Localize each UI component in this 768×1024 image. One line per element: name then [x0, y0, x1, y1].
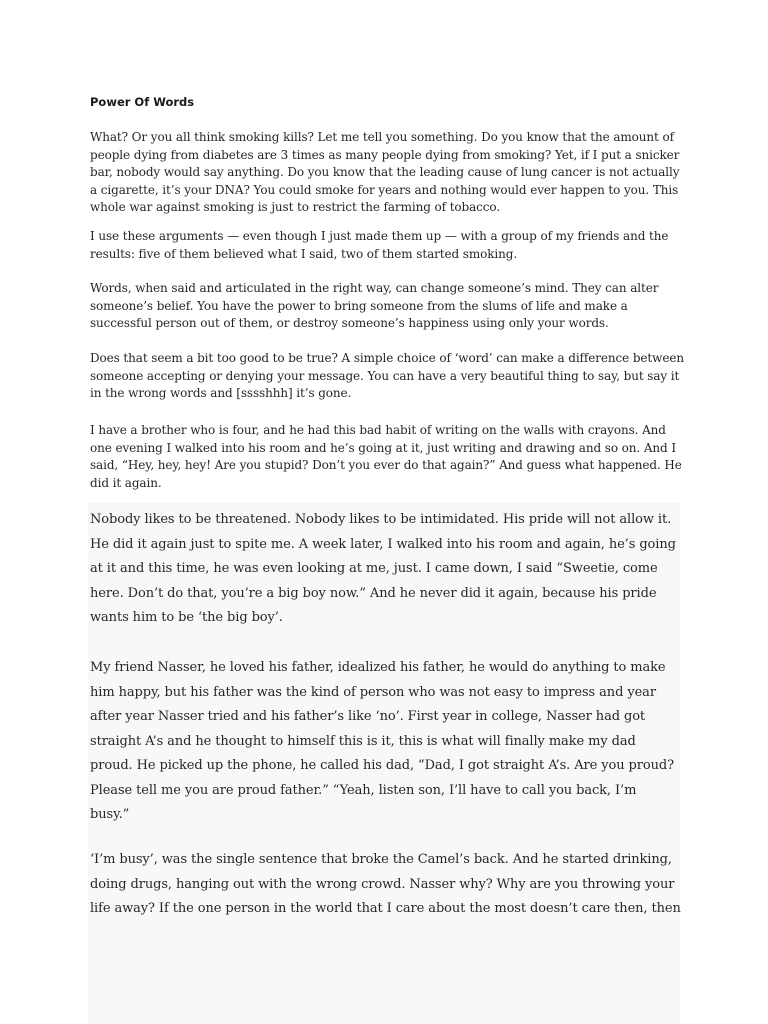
- text-line: one evening I walked into his room and he’s going at it, just writing and drawing and so on. And I: [90, 440, 676, 455]
- text-line: in the wrong words and [sssshhh] it’s gone.: [90, 386, 352, 400]
- text-line: I use these arguments — even though I just made them up — with a group of my friends and the: [90, 229, 669, 243]
- text-line: Does that seem a bit too good to be true? A simple choice of ‘word’ can make a difference between: [90, 351, 684, 365]
- paragraph-smoking-claims: [90, 129, 679, 217]
- text-line: life away? If the one person in the world that I care about the most doesn’t care then, then: [90, 901, 681, 916]
- text-line: Nobody likes to be threatened. Nobody likes to be intimidated. His pride will not allow it.: [90, 512, 672, 527]
- text-line: a cigarette, it’s your DNA? You could smoke for years and nothing would ever happen to you. This: [90, 182, 679, 197]
- text-line: He did it again just to spite me. A week later, I walked into his room and again, he’s going: [90, 536, 676, 552]
- text-line: wants him to be ‘the big boy’.: [90, 610, 283, 625]
- document-title: Power Of Words: [90, 95, 195, 109]
- paragraph-words-change-minds: [90, 280, 658, 333]
- text-line: him happy, but his father was the kind of person who was not easy to impress and year: [90, 684, 656, 700]
- text-line: Words, when said and articulated in the right way, can change someone’s mind. They can alter: [90, 281, 659, 295]
- paragraph-choice-of-word: [90, 350, 684, 403]
- text-line: What? Or you all think smoking kills? Let me tell you something. Do you know that the amount of: [90, 130, 674, 144]
- paragraph-friend-nasser: [90, 656, 674, 828]
- text-line: someone accepting or denying your message. You can have a very beautiful thing to say, but say it: [90, 368, 680, 383]
- paragraph-arguments: [90, 228, 668, 263]
- text-line: people dying from diabetes are 3 times as many people dying from smoking? Yet, if I put a snicker: [90, 147, 680, 162]
- text-line: I have a brother who is four, and he had this bad habit of writing on the walls with crayons. And: [90, 423, 666, 437]
- text-line: My friend Nasser, he loved his father, idealized his father, he would do anything to make: [90, 660, 666, 675]
- text-line: results: five of them believed what I said, two of them started smoking.: [90, 246, 518, 261]
- text-line: after year Nasser tried and his father’s like ‘no’. First year in college, Nasser had got: [90, 709, 646, 724]
- text-line: here. Don’t do that, you’re a big boy now.” And he never did it again, because his pride: [90, 585, 657, 601]
- text-line: bar, nobody would say anything. Do you know that the leading cause of lung cancer is not actually: [90, 165, 680, 179]
- text-line: straight A’s and he thought to himself this is it, this is what will finally make my dad: [90, 733, 636, 749]
- text-line: doing drugs, hanging out with the wrong crowd. Nasser why? Why are you throwing your: [90, 876, 675, 892]
- text-line: whole war against smoking is just to restrict the farming of tobacco.: [90, 200, 501, 214]
- text-line: did it again.: [90, 475, 162, 490]
- text-line: Please tell me you are proud father.” “Yeah, listen son, I’ll have to call you back, I’m: [90, 782, 637, 798]
- text-line: said, “Hey, hey, hey! Are you stupid? Don’t you ever do that again?” And guess what happened. He: [90, 458, 682, 472]
- text-line: ‘I’m busy’, was the single sentence that broke the Camel’s back. And he started drinking,: [90, 852, 672, 867]
- paragraph-im-busy: [90, 848, 681, 922]
- text-line: busy.”: [90, 807, 130, 822]
- text-line: successful person out of them, or destroy someone’s happiness using only your words.: [90, 316, 609, 330]
- text-line: at it and this time, he was even looking at me, just. I came down, I said “Sweetie, come: [90, 561, 658, 576]
- paragraph-nobody-likes-threats: [90, 508, 676, 631]
- text-line: proud. He picked up the phone, he called his dad, “Dad, I got straight A’s. Are you proud?: [90, 758, 674, 773]
- paragraph-brother-crayons: [90, 422, 682, 492]
- text-line: someone’s belief. You have the power to bring someone from the slums of life and make a: [90, 298, 628, 313]
